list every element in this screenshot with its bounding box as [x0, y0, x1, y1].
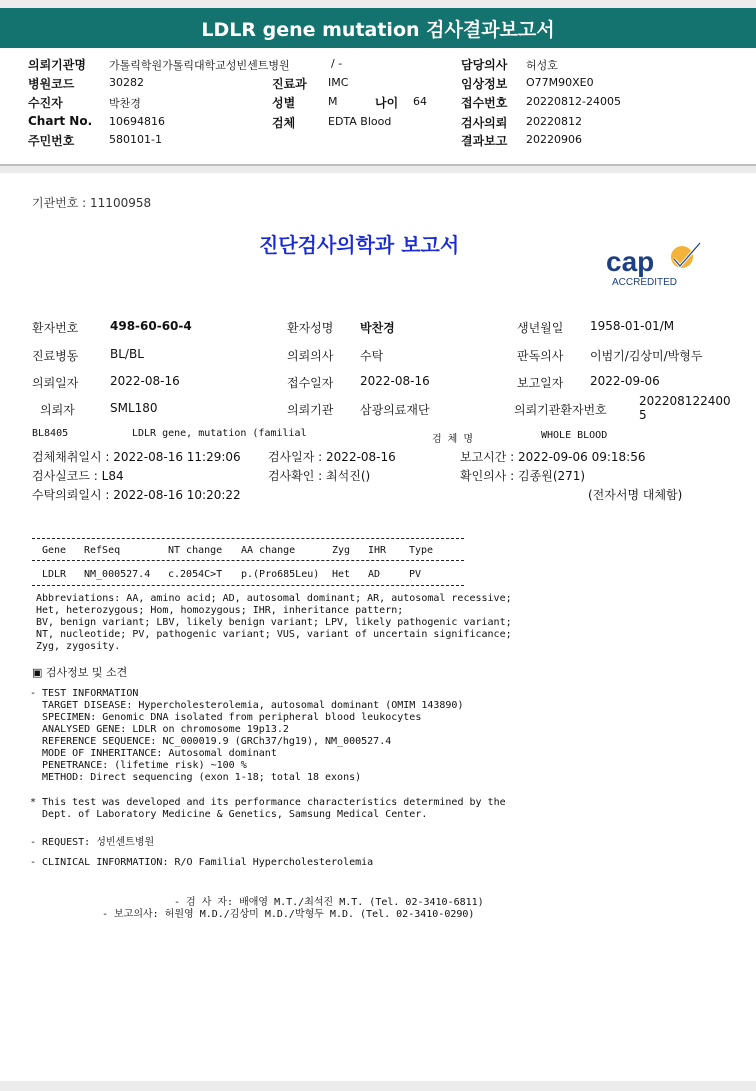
cell-gene: LDLR	[42, 569, 67, 580]
value-report-date: 20220906	[526, 133, 582, 146]
label-report-date: 결과보고	[461, 134, 508, 148]
abbreviations-line: Abbreviations: AA, amino acid; AD, autosomal dominant; AR, autosomal recessive;	[36, 593, 512, 604]
col-header-ihr: IHR	[368, 545, 387, 556]
cap-logo-subtext: ACCREDITED	[612, 277, 678, 288]
value-request-date: 20220812	[526, 115, 582, 128]
value-patient: 박찬경	[109, 97, 141, 110]
cap-logo-text: cap	[606, 246, 655, 277]
label-chart-no: Chart No.	[28, 114, 93, 128]
label-birth-date: 생년월일	[517, 321, 564, 335]
label-patient-number: 환자번호	[32, 321, 79, 335]
value-clinical-info: O77M90XE0	[526, 76, 594, 89]
label-requesting-doctor: 의뢰의사	[287, 349, 334, 363]
confirming-doctor: 확인의사 : 김종원(271)	[460, 469, 586, 483]
table-rule-mid	[32, 560, 464, 561]
report-time: 보고시간 : 2022-09-06 09:18:56	[460, 450, 646, 464]
cell-zyg: Het	[332, 569, 351, 580]
value-institution-patient-no-cont: 5	[639, 408, 647, 422]
test-date: 검사일자 : 2022-08-16	[268, 450, 396, 464]
cell-type: PV	[409, 569, 422, 580]
disclaimer-line: * This test was developed and its performance characteristics determined by the	[30, 797, 506, 808]
label-ward: 진료병동	[32, 349, 79, 363]
abbreviations-line: Het, heterozygous; Hom, homozygous; IHR, inheritance pattern;	[36, 605, 404, 616]
value-patient-name: 박찬경	[360, 321, 395, 335]
table-rule-bottom	[32, 585, 464, 586]
value-patient-number: 498-60-60-4	[110, 319, 192, 333]
test-name: LDLR gene, mutation (familial	[132, 428, 307, 439]
consignment-datetime: 수탁의뢰일시 : 2022-08-16 10:20:22	[32, 488, 241, 502]
col-header-nt-change: NT change	[168, 545, 223, 556]
value-receipt-no: 20220812-24005	[526, 95, 621, 108]
value-report-day: 2022-09-06	[590, 374, 660, 388]
abbreviations-line: NT, nucleotide; PV, pathogenic variant; VUS, variant of uncertain significance;	[36, 629, 512, 640]
cell-refseq: NM_000527.4	[84, 569, 151, 580]
label-request-date: 검사의뢰	[461, 116, 508, 130]
test-info-line: PENETRANCE: (lifetime risk) ~100 %	[30, 760, 247, 771]
value-requesting-institution: 삼광의료재단	[360, 403, 430, 417]
cell-aa-change: p.(Pro685Leu)	[241, 569, 320, 580]
value-attending-doctor: 허성호	[526, 59, 558, 72]
report-header-title: LDLR gene mutation 검사결과보고서	[0, 8, 756, 48]
clinical-info: - CLINICAL INFORMATION: R/O Familial Hypercholesterolemia	[30, 857, 374, 868]
col-header-gene: Gene	[42, 545, 67, 556]
collection-datetime: 검체채취일시 : 2022-08-16 11:29:06	[32, 450, 241, 464]
abbreviations-line: Zyg, zygosity.	[36, 641, 121, 652]
value-age: 64	[413, 95, 427, 108]
reporting-doctor-line: - 보고의사: 허원영 M.D./김상미 M.D./박형두 M.D. (Tel. 02-3410-0290)	[102, 909, 475, 920]
cell-ihr: AD	[368, 569, 381, 580]
col-header-zyg: Zyg	[332, 545, 351, 556]
label-receipt-no: 접수번호	[461, 96, 508, 110]
table-rule-top	[32, 538, 464, 539]
label-report-day: 보고일자	[517, 376, 564, 390]
lab-code: 검사실코드 : L84	[32, 469, 124, 483]
section-title-test-info: ▣ 검사정보 및 소견	[32, 666, 128, 679]
abbreviations-line: BV, benign variant; LBV, likely benign variant; LPV, likely pathogenic variant;	[36, 617, 512, 628]
request-info: - REQUEST: 성빈센트병원	[30, 837, 155, 848]
label-patient-name: 환자성명	[287, 321, 334, 335]
test-info-line: TARGET DISEASE: Hypercholesterolemia, autosomal dominant (OMIM 143890)	[30, 700, 464, 711]
value-specimen: EDTA Blood	[328, 115, 392, 128]
label-department: 진료과	[272, 77, 307, 91]
value-birth-date: 1958-01-01/M	[590, 319, 675, 333]
value-requester: SML180	[110, 401, 158, 415]
value-chart-no: 10694816	[109, 115, 165, 128]
test-info-line: MODE OF INHERITANCE: Autosomal dominant	[30, 748, 277, 759]
value-hospital-code: 30282	[109, 76, 144, 89]
label-requesting-org: 의뢰기관명	[28, 58, 86, 72]
value-ward: BL/BL	[110, 347, 144, 361]
value-receipt-date: 2022-08-16	[360, 374, 430, 388]
value-institution-patient-no: 202208122400	[639, 394, 731, 408]
tester-signature-line: - 검 사 자: 배애영 M.T./최석진 M.T. (Tel. 02-3410-6811)	[174, 897, 484, 908]
label-specimen: 검체	[272, 116, 296, 130]
value-requesting-org: 가톨릭학원가톨릭대학교성빈센트병원	[109, 59, 290, 72]
label-patient: 수진자	[28, 96, 63, 110]
label-age: 나이	[375, 96, 399, 110]
col-header-type: Type	[409, 545, 434, 556]
label-sex: 성별	[272, 96, 296, 110]
value-resident-no: 580101-1	[109, 133, 162, 146]
test-info-line: METHOD: Direct sequencing (exon 1-18; total 18 exons)	[30, 772, 362, 783]
cell-nt-change: c.2054C>T	[168, 569, 223, 580]
value-department: IMC	[328, 76, 349, 89]
label-order-date: 의뢰일자	[32, 376, 79, 390]
label-requester: 의뢰자	[40, 403, 75, 417]
label-hospital-code: 병원코드	[28, 77, 75, 91]
dash-separator: / -	[331, 57, 343, 70]
test-info-line: ANALYSED GENE: LDLR on chromosome 19p13.2	[30, 724, 289, 735]
label-requesting-institution: 의뢰기관	[287, 403, 334, 417]
test-code: BL8405	[32, 428, 69, 439]
value-sex: M	[328, 95, 338, 108]
patient-info-panel	[0, 48, 756, 166]
value-order-date: 2022-08-16	[110, 374, 180, 388]
institution-number: 기관번호 : 11100958	[32, 196, 152, 210]
value-reading-doctor: 이범기/김상미/박형두	[590, 349, 703, 363]
label-clinical-info: 임상정보	[461, 77, 508, 91]
test-info-line: - TEST INFORMATION	[30, 688, 139, 699]
col-header-refseq: RefSeq	[84, 545, 121, 556]
report-document	[0, 173, 756, 1081]
value-requesting-doctor: 수탁	[360, 349, 384, 363]
label-institution-patient-no: 의뢰기관환자번호	[514, 403, 607, 417]
label-reading-doctor: 판독의사	[517, 349, 564, 363]
label-resident-no: 주민번호	[28, 134, 75, 148]
specimen-label: 검 체 명	[432, 434, 474, 445]
test-confirmation: 검사확인 : 최석진()	[268, 469, 371, 483]
label-receipt-date: 접수일자	[287, 376, 334, 390]
disclaimer-line: Dept. of Laboratory Medicine & Genetics, Samsung Medical Center.	[30, 809, 428, 820]
label-attending-doctor: 담당의사	[461, 58, 508, 72]
cap-accredited-logo	[604, 239, 714, 291]
report-title: 진단검사의학과 보고서	[259, 233, 460, 257]
specimen-name: WHOLE BLOOD	[541, 430, 608, 441]
test-info-line: SPECIMEN: Genomic DNA isolated from peripheral blood leukocytes	[30, 712, 422, 723]
e-signature-note: (전자서명 대체함)	[588, 488, 683, 502]
test-info-line: REFERENCE SEQUENCE: NC_000019.9 (GRCh37/hg19), NM_000527.4	[30, 736, 392, 747]
col-header-aa-change: AA change	[241, 545, 296, 556]
